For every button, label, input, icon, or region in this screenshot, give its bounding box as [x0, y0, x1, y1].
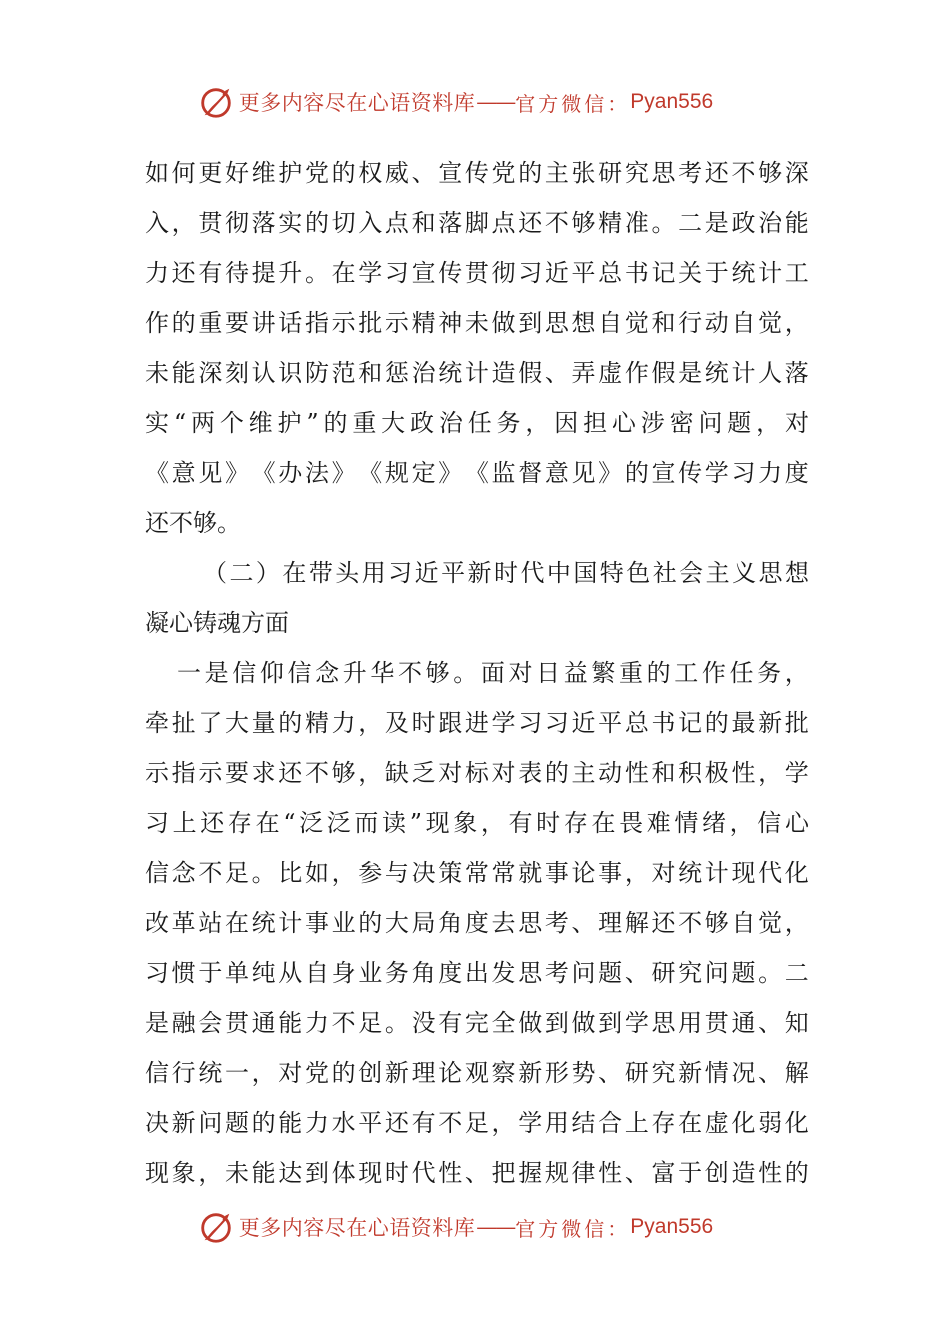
- text-line: 实 “ 两 个 维 护 ” 的 重 大 政 治 任 务 ， 因 担 心 涉 密 问 题 ， 对: [145, 409, 809, 437]
- text-line: 习 上 还 存 在 “ 泛 泛 而 读 ” 现 象 ， 有 时 存 在 畏 难 情 绪 ， 信 心: [145, 809, 809, 837]
- text-line: 未 能 深 刻 认 识 防 范 和 惩 治 统 计 造 假 、 弄 虚 作 假 是 统 计 人 落: [145, 359, 809, 387]
- text-line: 如 何 更 好 维 护 党 的 权 威 、 宣 传 党 的 主 张 研 究 思 考 还 不 够 深: [145, 159, 809, 187]
- wechat-label: 官方微信：: [515, 1216, 631, 1241]
- site-name: 更多内容尽在心语资料库: [238, 91, 476, 115]
- text-line: 入 ， 贯 彻 落 实 的 切 入 点 和 落 脚 点 还 不 够 精 准 。 二 是 政 治 能: [145, 209, 809, 237]
- section-heading-cont: 凝心铸魂方面: [145, 609, 289, 637]
- document-body: [145, 148, 809, 1198]
- footer-watermark-banner: [0, 1207, 950, 1247]
- text-line: 习 惯 于 单 纯 从 自 身 业 务 角 度 出 发 思 考 问 题 、 研 究 问 题 。 二: [145, 959, 809, 987]
- text-line: 一 是 信 仰 信 念 升 华 不 够 。 面 对 日 益 繁 重 的 工 作 任 务 ，: [177, 659, 809, 687]
- banner-dash: ——: [476, 1215, 515, 1239]
- wechat-label: 官方微信：: [515, 91, 631, 116]
- text-line: 信 行 统 一 ， 对 党 的 创 新 理 论 观 察 新 形 势 、 研 究 新 情 况 、 解: [145, 1059, 809, 1087]
- text-line: 《 意 见 》 《 办 法 》 《 规 定 》 《 监 督 意 见 》 的 宣 传 学 习 力 度: [145, 459, 809, 487]
- wechat-id: Pyan556: [630, 1215, 714, 1238]
- text-line: 作 的 重 要 讲 话 指 示 批 示 精 神 未 做 到 思 想 自 觉 和 行 动 自 觉 ，: [145, 309, 809, 337]
- quill-logo-icon: [197, 83, 235, 121]
- header-watermark-banner: [0, 82, 950, 122]
- text-line: 牵 扯 了 大 量 的 精 力 ， 及 时 跟 进 学 习 习 近 平 总 书 记 的 最 新 批: [145, 709, 809, 737]
- quill-logo-icon: [197, 1208, 235, 1246]
- banner-dash: ——: [476, 90, 515, 114]
- site-name: 更多内容尽在心语资料库: [238, 1216, 476, 1240]
- section-heading: （ 二 ） 在 带 头 用 习 近 平 新 时 代 中 国 特 色 社 会 主 义 思 想: [203, 559, 809, 587]
- text-line: 是 融 会 贯 通 能 力 不 足 。 没 有 完 全 做 到 做 到 学 思 用 贯 通 、 知: [145, 1009, 809, 1037]
- text-line: 改 革 站 在 统 计 事 业 的 大 局 角 度 去 思 考 、 理 解 还 不 够 自 觉 ，: [145, 909, 809, 937]
- text-line: 力 还 有 待 提 升 。 在 学 习 宣 传 贯 彻 习 近 平 总 书 记 关 于 统 计 工: [145, 259, 809, 287]
- text-line: 信 念 不 足 。 比 如 ， 参 与 决 策 常 常 就 事 论 事 ， 对 统 计 现 代 化: [145, 859, 809, 887]
- text-line: 现 象 ， 未 能 达 到 体 现 时 代 性 、 把 握 规 律 性 、 富 于 创 造 性 的: [145, 1159, 809, 1187]
- wechat-id: Pyan556: [630, 90, 714, 113]
- text-line: 示 指 示 要 求 还 不 够 ， 缺 乏 对 标 对 表 的 主 动 性 和 积 极 性 ， 学: [145, 759, 809, 787]
- text-line: 决 新 问 题 的 能 力 水 平 还 有 不 足 ， 学 用 结 合 上 存 在 虚 化 弱 化: [145, 1109, 809, 1137]
- text-line: 还不够。: [145, 509, 241, 537]
